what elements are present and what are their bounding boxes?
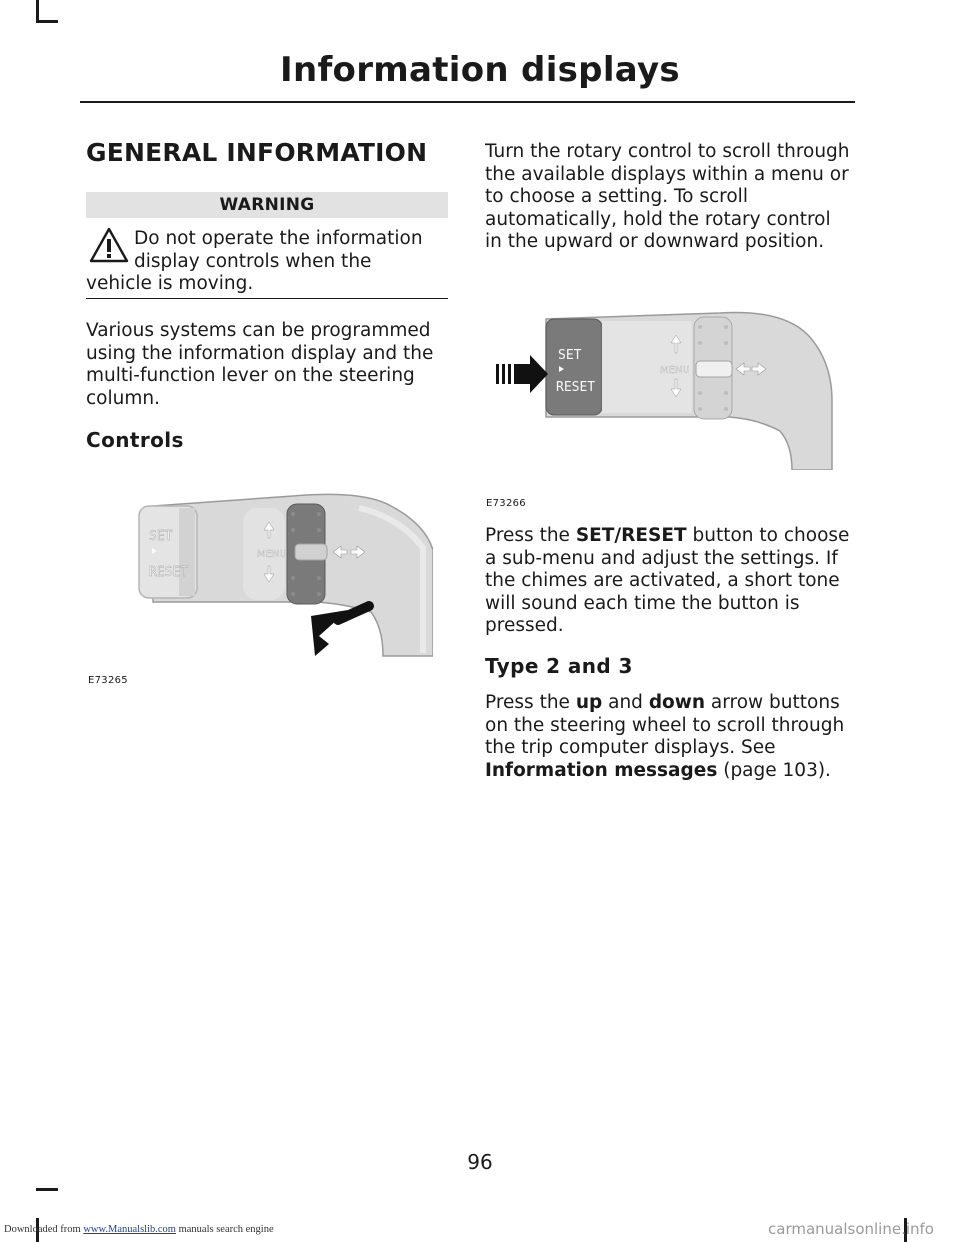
warning-line: vehicle is moving.: [86, 273, 254, 294]
left-column: [86, 138, 450, 167]
page-number: 96: [467, 1150, 493, 1174]
rotary-paragraph: Turn the rotary control to scroll through the available displays within a menu or to choose a setting. To scroll automatically, hold the rotary control in the upward or downward position.: [485, 141, 850, 252]
crop-mark: [36, 20, 58, 23]
up-term: up: [575, 692, 603, 713]
text-run: and: [602, 692, 649, 713]
intro-paragraph: Various systems can be programmed using the information display and the multi-function lever on the steering column.: [86, 320, 434, 409]
figure-code: E73265: [88, 675, 128, 686]
text-run: Press the: [485, 692, 576, 713]
information-messages-link[interactable]: Information messages: [485, 759, 718, 781]
warning-text: [86, 228, 450, 296]
page-title: Information displays: [280, 50, 680, 90]
text-run: (page 103).: [717, 759, 831, 781]
watermark: carmanualsonline.info: [768, 1220, 934, 1238]
warning-label: WARNING: [86, 192, 448, 218]
figure-code: E73266: [486, 498, 526, 509]
type-paragraph: [485, 692, 845, 782]
warning-divider: [86, 298, 448, 299]
crop-mark: [36, 0, 39, 22]
controls-heading: Controls: [86, 428, 184, 452]
down-term: down: [648, 692, 706, 713]
footer-text: manuals search engine: [175, 1224, 274, 1235]
lever-illustration-rotary: [133, 478, 433, 658]
menu-label: MENU: [660, 365, 690, 376]
reset-label: RESET: [556, 380, 596, 395]
set-label: SET: [149, 529, 173, 544]
text-run: Press the: [485, 525, 576, 546]
title-rule: [80, 101, 855, 103]
footer-text: Downloaded from: [4, 1224, 84, 1235]
set-label: SET: [558, 348, 582, 363]
reset-label: RESET: [149, 565, 189, 580]
lever-illustration-setreset: [490, 305, 835, 470]
download-footer: [4, 1224, 274, 1235]
warning-line: Do not operate the information: [134, 228, 423, 249]
crop-mark: [36, 1188, 58, 1191]
warning-line: display controls when the: [134, 250, 372, 272]
setreset-term: SET/RESET: [575, 525, 687, 546]
menu-label: MENU: [257, 549, 287, 560]
type-heading: Type 2 and 3: [485, 654, 633, 678]
text-run: arrow buttons on the steering wheel to scroll through the trip computer displays. See: [485, 692, 845, 758]
manualslib-link[interactable]: www.Manualslib.com: [83, 1224, 176, 1235]
text-run: button to choose a sub-menu and adjust the settings. If the chimes are activated, a short tone will sound each time the button is pressed.: [485, 525, 850, 636]
section-heading: GENERAL INFORMATION: [86, 138, 428, 167]
setreset-paragraph: [485, 525, 853, 638]
